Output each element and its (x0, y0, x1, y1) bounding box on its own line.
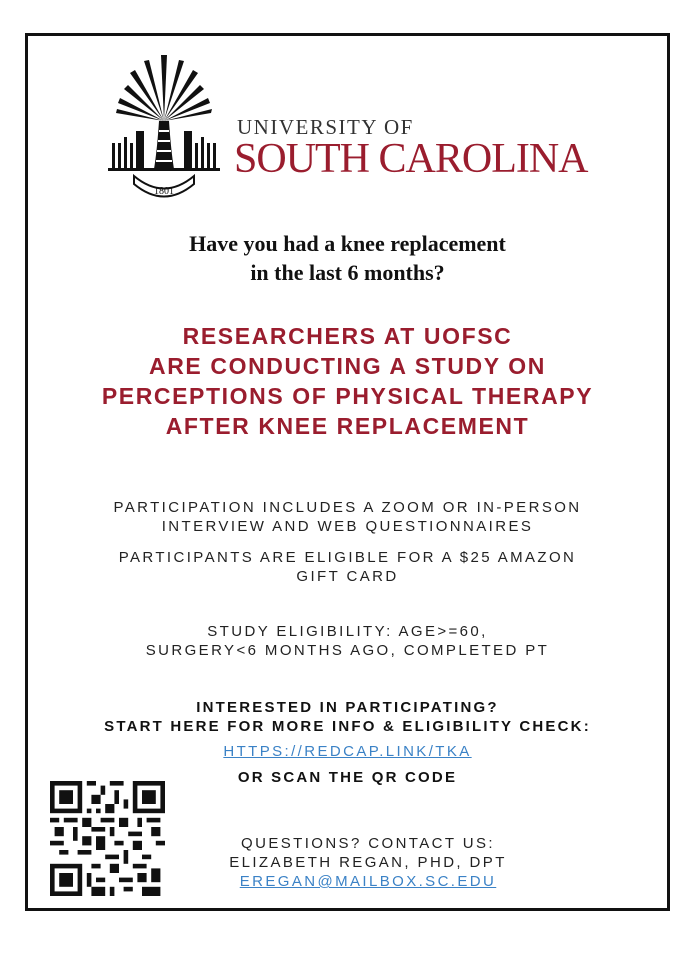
redcap-link[interactable]: HTTPS://REDCAP.LINK/TKA (223, 743, 472, 760)
participation-line-1: PARTICIPATION INCLUDES A ZOOM OR IN-PERSON (113, 499, 582, 516)
reward-line-2: GIFT CARD (296, 568, 399, 585)
palmetto-seal-icon (104, 51, 224, 201)
contact-email-link[interactable]: EREGAN@MAILBOX.SC.EDU (239, 873, 497, 890)
contact-name: ELIZABETH REGAN, PHD, DPT (229, 854, 507, 871)
question-line-1: Have you had a knee replacement (189, 231, 506, 256)
headline-line-2: ARE CONDUCTING A STUDY ON (149, 353, 546, 379)
headline-line-1: RESEARCHERS AT UOFSC (182, 323, 513, 349)
wordmark-south-carolina: SOUTH CAROLINA (234, 136, 588, 182)
headline-line-3: PERCEPTIONS OF PHYSICAL THERAPY (101, 383, 594, 409)
cta-line-2: START HERE FOR MORE INFO & ELIGIBILITY CHECK: (104, 718, 591, 735)
wordmark-university-of: UNIVERSITY OF (237, 115, 414, 139)
scan-qr-text: OR SCAN THE QR CODE (237, 769, 458, 786)
university-logo (104, 51, 588, 201)
qr-code-icon[interactable] (50, 781, 165, 896)
seal-year: 1801 (154, 186, 174, 197)
reward-line-1: PARTICIPANTS ARE ELIGIBLE FOR A $25 AMAZON (118, 549, 577, 566)
eligibility-line-1: STUDY ELIGIBILITY: AGE>=60, (207, 623, 488, 640)
question-line-2: in the last 6 months? (250, 260, 445, 285)
cta-line-1: INTERESTED IN PARTICIPATING? (196, 699, 499, 716)
eligibility-line-2: SURGERY<6 MONTHS AGO, COMPLETED PT (145, 642, 550, 659)
headline-line-4: AFTER KNEE REPLACEMENT (165, 413, 530, 439)
study-flyer (25, 33, 670, 911)
participation-line-2: INTERVIEW AND WEB QUESTIONNAIRES (161, 518, 534, 535)
contact-heading: QUESTIONS? CONTACT US: (241, 835, 495, 852)
